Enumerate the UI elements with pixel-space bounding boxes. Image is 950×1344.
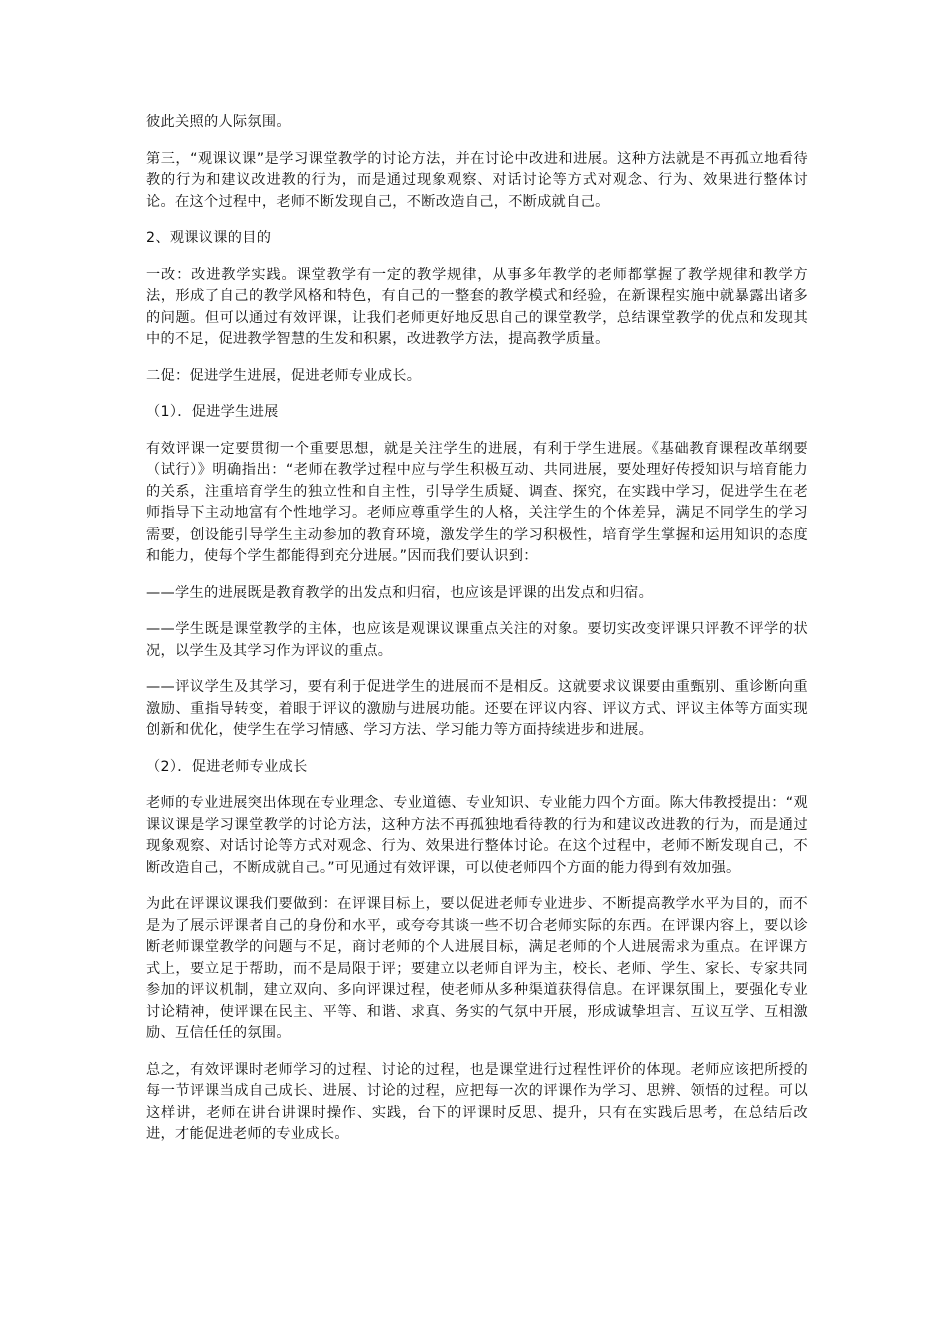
section-heading-purpose: 2、观课议课的目的 [146, 230, 272, 246]
paragraph-teacher-development: 老师的专业进展突出体现在专业理念、专业道德、专业知识、专业能力四个方面。陈大伟教授提出：“观课议课是学习课堂教学的讨论方法，这种方法不再孤独地看待教的行为和建议改进教的行为，而是通过现象观察、对话讨论等方式对观念、行为、效果进行整体讨论。在这个过程中，老师不断发现自己，不断改造自己，不断成就自己。”可见通过有效评课，可以使老师四个方面的能力得到有效加强。 [146, 795, 808, 876]
paragraph-dash-point-1: ——学生的进展既是教育教学的出发点和归宿，也应该是评课的出发点和归宿。 [146, 584, 654, 601]
paragraph-third-point: 第三，“观课议课”是学习课堂教学的讨论方法，并在讨论中改进和进展。这种方法就是不再孤立地看待教的行为和建议改进教的行为，而是通过现象观察、对话讨论等方式对观念、行为、效果进行整体讨论。在这个过程中，老师不断发现自己，不断改造自己，不断成就自己。 [146, 150, 808, 210]
subheading-teacher-growth: （2）．促进老师专业成长 [146, 758, 308, 775]
paragraph-dash-point-3: ——评议学生及其学习，要有利于促进学生的进展而不是相反。这就要求议课要由重甄别、重诊断向重激励、重指导转变，着眼于评议的激励与进展功能。还要在评议内容、评议方式、评议主体等方面实现创新和优化，使学生在学习情感、学习方法、学习能力等方面持续进步和进展。 [146, 679, 808, 738]
document-page [146, 112, 808, 1161]
paragraph-improve-teaching: 一改：改进教学实践。课堂教学有一定的教学规律，从事多年教学的老师都掌握了教学规律和教学方法，形成了自己的教学风格和特色，有自己的一整套的教学模式和经验，在新课程实施中就暴露出诸多的问题。但可以通过有效评课，让我们老师更好地反思自己的课堂教学，总结课堂教学的优点和发现其中的不足，促进教学智慧的生发和积累，改进教学方法，提高教学质量。 [146, 266, 808, 347]
paragraph-two-promotions: 二促：促进学生进展，促进老师专业成长。 [146, 367, 422, 384]
subheading-student-progress: （1）．促进学生进展 [146, 404, 279, 420]
paragraph-closing-line: 彼此关照的人际氛围。 [146, 114, 291, 130]
paragraph-conclusion: 总之，有效评课时老师学习的过程、讨论的过程，也是课堂进行过程性评价的体现。老师应该把所授的每一节评课当成自己成长、进展、讨论的过程，应把每一次的评课作为学习、思辨、领悟的过程。可以这样讲，老师在讲台讲课时操作、实践，台下的评课时反思、提升，只有在实践后思考，在总结后改进，才能促进老师的专业成长。 [146, 1061, 808, 1142]
paragraph-dash-point-2: ——学生既是课堂教学的主体，也应该是观课议课重点关注的对象。要切实改变评课只评教不评学的状况，以学生及其学习作为评议的重点。 [146, 621, 808, 659]
paragraph-student-focus: 有效评课一定要贯彻一个重要思想，就是关注学生的进展，有利于学生进展。《基础教育课程改革纲要（试行）》明确指出：“老师在教学过程中应与学生积极互动、共同进展，要处理好传授知识与培育能力的关系，注重培育学生的独立性和自主性，引导学生质疑、调查、探究，在实践中学习，促进学生在老师指导下主动地富有个性地学习。老师应尊重学生的人格，关注学生的个体差异，满足不同学生的学习需要，创设能引导学生主动参加的教育环境，激发学生的学习积极性，培育学生掌握和运用知识的态度和能力，使每个学生都能得到充分进展。”因而我们要认识到： [146, 440, 808, 564]
paragraph-evaluation-requirements: 为此在评课议课我们要做到：在评课目标上，要以促进老师专业进步、不断提高教学水平为目的，而不是为了展示评课者自己的身份和水平，或夸夸其谈一些不切合老师实际的东西。在评课内容上，要以诊断老师课堂教学的问题与不足，商讨老师的个人进展目标，满足老师的个人进展需求为重点。在评课方式上，要立足于帮助，而不是局限于评；要建立以老师自评为主，校长、老师、学生、家长、专家共同参加的评议机制，建立双向、多向评课过程，使老师从多种渠道获得信息。在评课氛围上，要强化专业讨论精神，使评课在民主、平等、和谐、求真、务实的气氛中开展，形成诚挚坦言、互议互学、互相激励、互信任任的氛围。 [146, 896, 808, 1041]
